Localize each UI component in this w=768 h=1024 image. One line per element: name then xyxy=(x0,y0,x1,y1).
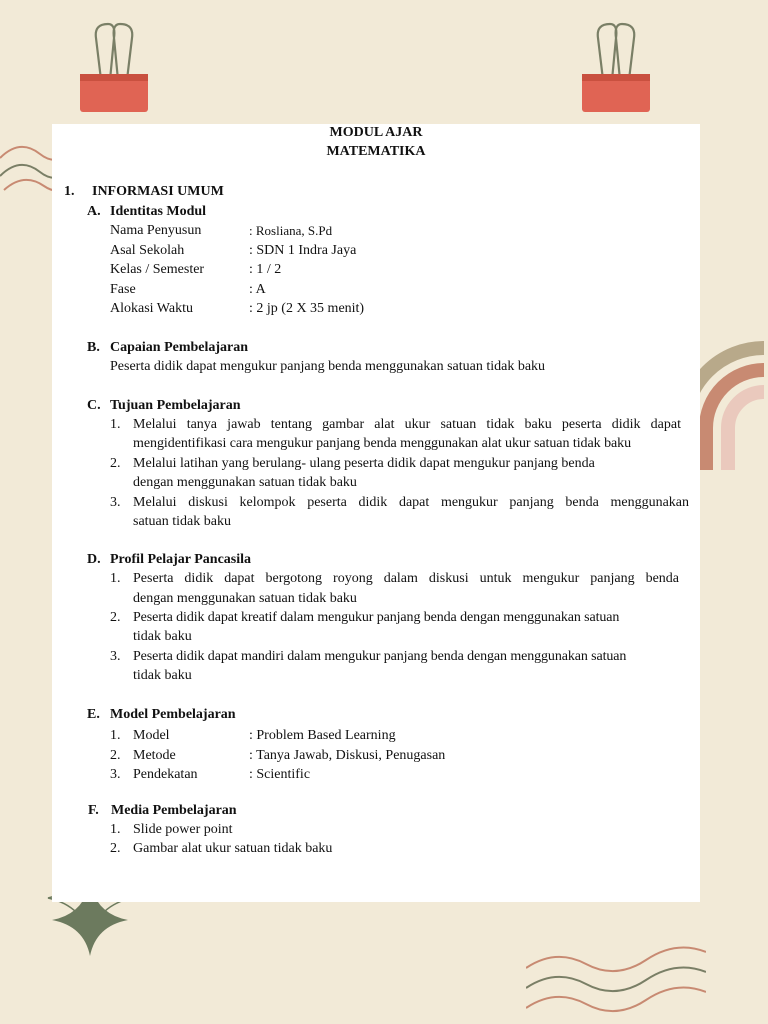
list-number: 1. xyxy=(110,571,121,586)
list-number: 2. xyxy=(110,841,121,856)
list-number: 1. xyxy=(110,728,121,743)
identity-value: : 2 jp (2 X 35 menit) xyxy=(249,301,365,316)
list-item-line: tidak baku xyxy=(133,668,192,683)
subsection-a-title: Identitas Modul xyxy=(110,204,207,219)
identity-label: Asal Sekolah xyxy=(110,243,185,258)
list-item-line: dengan menggunakan satuan tidak baku xyxy=(133,591,357,606)
binder-clip-right-icon xyxy=(576,18,656,114)
model-label: Pendekatan xyxy=(133,767,198,782)
list-item-line: Peserta didik dapat mandiri dalam mengukur panjang benda dengan menggunakan satuan xyxy=(133,649,627,664)
model-label: Metode xyxy=(133,748,176,763)
subsection-e-title: Model Pembelajaran xyxy=(110,707,236,722)
list-number: 2. xyxy=(110,748,121,763)
list-item-line: tidak baku xyxy=(133,629,192,644)
model-label: Model xyxy=(133,728,170,743)
section-title: INFORMASI UMUM xyxy=(92,184,224,199)
identity-label: Kelas / Semester xyxy=(110,262,205,277)
section-number: 1. xyxy=(64,184,75,199)
list-item-line: satuan tidak baku xyxy=(133,514,231,529)
list-number: 3. xyxy=(110,649,121,664)
capaian-text: Peserta didik dapat mengukur panjang benda menggunakan satuan tidak baku xyxy=(110,359,546,374)
doc-title-line1: MODUL AJAR xyxy=(329,125,423,140)
list-item-line: Melalui diskusi kelompok peserta didik dapat mengukur panjang benda menggunakan xyxy=(133,495,689,510)
subsection-f-title: Media Pembelajaran xyxy=(111,803,237,818)
list-number: 1. xyxy=(110,417,121,432)
list-number: 3. xyxy=(110,767,121,782)
subsection-e-letter: E. xyxy=(87,707,100,722)
identity-label: Alokasi Waktu xyxy=(110,301,193,316)
list-item-line: Peserta didik dapat bergotong royong dalam diskusi untuk mengukur panjang benda xyxy=(133,571,679,586)
media-item: Gambar alat ukur satuan tidak baku xyxy=(133,841,333,856)
subsection-c-title: Tujuan Pembelajaran xyxy=(110,398,241,413)
identity-value: : SDN 1 Indra Jaya xyxy=(249,243,357,258)
identity-value: : 1 / 2 xyxy=(249,262,282,277)
subsection-b-title: Capaian Pembelajaran xyxy=(110,340,249,355)
list-item-line: Peserta didik dapat kreatif dalam mengukur panjang benda dengan menggunakan satuan xyxy=(133,610,620,625)
list-number: 1. xyxy=(110,822,121,837)
media-item: Slide power point xyxy=(133,822,233,837)
identity-value: : Rosliana, S.Pd xyxy=(249,223,333,238)
subsection-d-letter: D. xyxy=(87,552,101,567)
subsection-c-letter: C. xyxy=(87,398,101,413)
list-number: 2. xyxy=(110,456,121,471)
model-value: : Scientific xyxy=(249,767,311,782)
subsection-f-letter: F. xyxy=(88,803,99,818)
doc-title-line2: MATEMATIKA xyxy=(326,144,426,159)
subsection-d-title: Profil Pelajar Pancasila xyxy=(110,552,252,567)
list-number: 2. xyxy=(110,610,121,625)
document-page xyxy=(52,124,700,902)
identity-label: Nama Penyusun xyxy=(110,223,202,238)
subsection-a-letter: A. xyxy=(87,204,101,219)
list-item-line: mengidentifikasi cara mengukur panjang benda menggunakan alat ukur satuan tidak baku xyxy=(133,436,632,451)
model-value: : Problem Based Learning xyxy=(249,728,396,743)
wavy-lines-bottom-icon xyxy=(526,946,706,1022)
list-item-line: Melalui latihan yang berulang- ulang peserta didik dapat mengukur panjang benda xyxy=(133,456,595,471)
identity-label: Fase xyxy=(110,282,136,297)
model-value: : Tanya Jawab, Diskusi, Penugasan xyxy=(249,748,446,763)
subsection-b-letter: B. xyxy=(87,340,100,355)
list-item-line: dengan menggunakan satuan tidak baku xyxy=(133,475,357,490)
binder-clip-left-icon xyxy=(74,18,154,114)
identity-value: : A xyxy=(249,282,266,297)
list-number: 3. xyxy=(110,495,121,510)
list-item-line: Melalui tanya jawab tentang gambar alat ukur satuan tidak baku peserta didik dapat xyxy=(133,417,681,432)
